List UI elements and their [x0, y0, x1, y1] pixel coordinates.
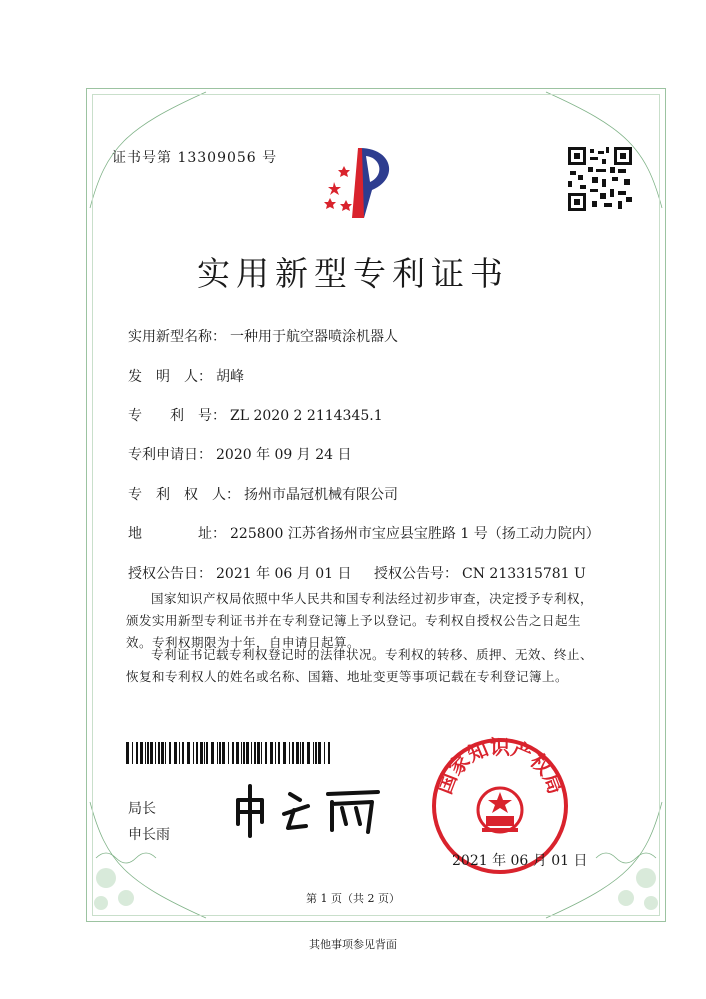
patent-number-row [128, 405, 383, 425]
certificate-number-suffix: 号 [262, 150, 278, 166]
qr-code-icon [568, 147, 632, 211]
barcode-icon [126, 742, 336, 764]
utility-model-name-label: 实用新型名称： [128, 329, 226, 345]
announcement-date-value: 2021 年 06 月 01 日 [216, 566, 352, 582]
handwritten-signature [228, 780, 398, 840]
filing-date-value: 2020 年 09 月 24 日 [216, 447, 352, 463]
announcement-date-row [128, 563, 352, 583]
grant-statement: 国家知识产权局依照中华人民共和国专利法经过初步审查，决定授予专利权，颁发实用新型专利证书并在专利登记簿上予以登记。专利权自授权公告之日起生效。专利权期限为十年，自申请日起算。 [126, 591, 594, 650]
certificate-title: 实用新型专利证书 [197, 254, 509, 293]
utility-model-name-value: 一种用于航空器喷涂机器人 [230, 329, 398, 345]
inventor-label: 发 明 人： [128, 369, 212, 385]
certificate-number [112, 147, 277, 167]
patentee-row [128, 484, 398, 504]
patentee-value: 扬州市晶冠机械有限公司 [244, 487, 398, 503]
seal-text: 国家知识产权局 [432, 736, 568, 798]
certificate-number-value: 13309056 [177, 150, 257, 166]
seal-date: 2021 年 06 月 01 日 [452, 853, 588, 869]
director-title: 局长 [128, 801, 156, 817]
director-name: 申长雨 [128, 827, 170, 843]
announcement-date-label: 授权公告日： [128, 566, 212, 582]
announcement-number-value: CN 213315781 U [462, 566, 586, 582]
filing-date-row [128, 444, 352, 464]
utility-model-name-row [128, 326, 398, 346]
legal-status-note: 专利证书记载专利权登记时的法律状况。专利权的转移、质押、无效、终止、恢复和专利权人的姓名或名称、国籍、地址变更等事项记载在专利登记簿上。 [126, 647, 594, 684]
announcement-number-row [374, 563, 586, 583]
address-value: 225800 江苏省扬州市宝应县宝胜路 1 号（扬工动力院内） [230, 526, 600, 542]
address-label: 地 址： [128, 526, 226, 542]
cnipa-logo-icon [322, 138, 402, 222]
filing-date-label: 专利申请日： [128, 447, 212, 463]
announcement-number-label: 授权公告号： [374, 566, 458, 582]
certificate-number-label: 证书号第 [112, 150, 172, 166]
patent-number-value: ZL 2020 2 2114345.1 [230, 408, 383, 424]
page-number: 第 1 页（共 2 页） [306, 892, 400, 905]
footer-note: 其他事项参见背面 [309, 938, 397, 951]
inventor-row [128, 366, 244, 386]
address-row [128, 523, 600, 543]
inventor-value: 胡峰 [216, 369, 244, 385]
patent-number-label: 专 利 号： [128, 408, 226, 424]
patentee-label: 专 利 权 人： [128, 487, 240, 503]
